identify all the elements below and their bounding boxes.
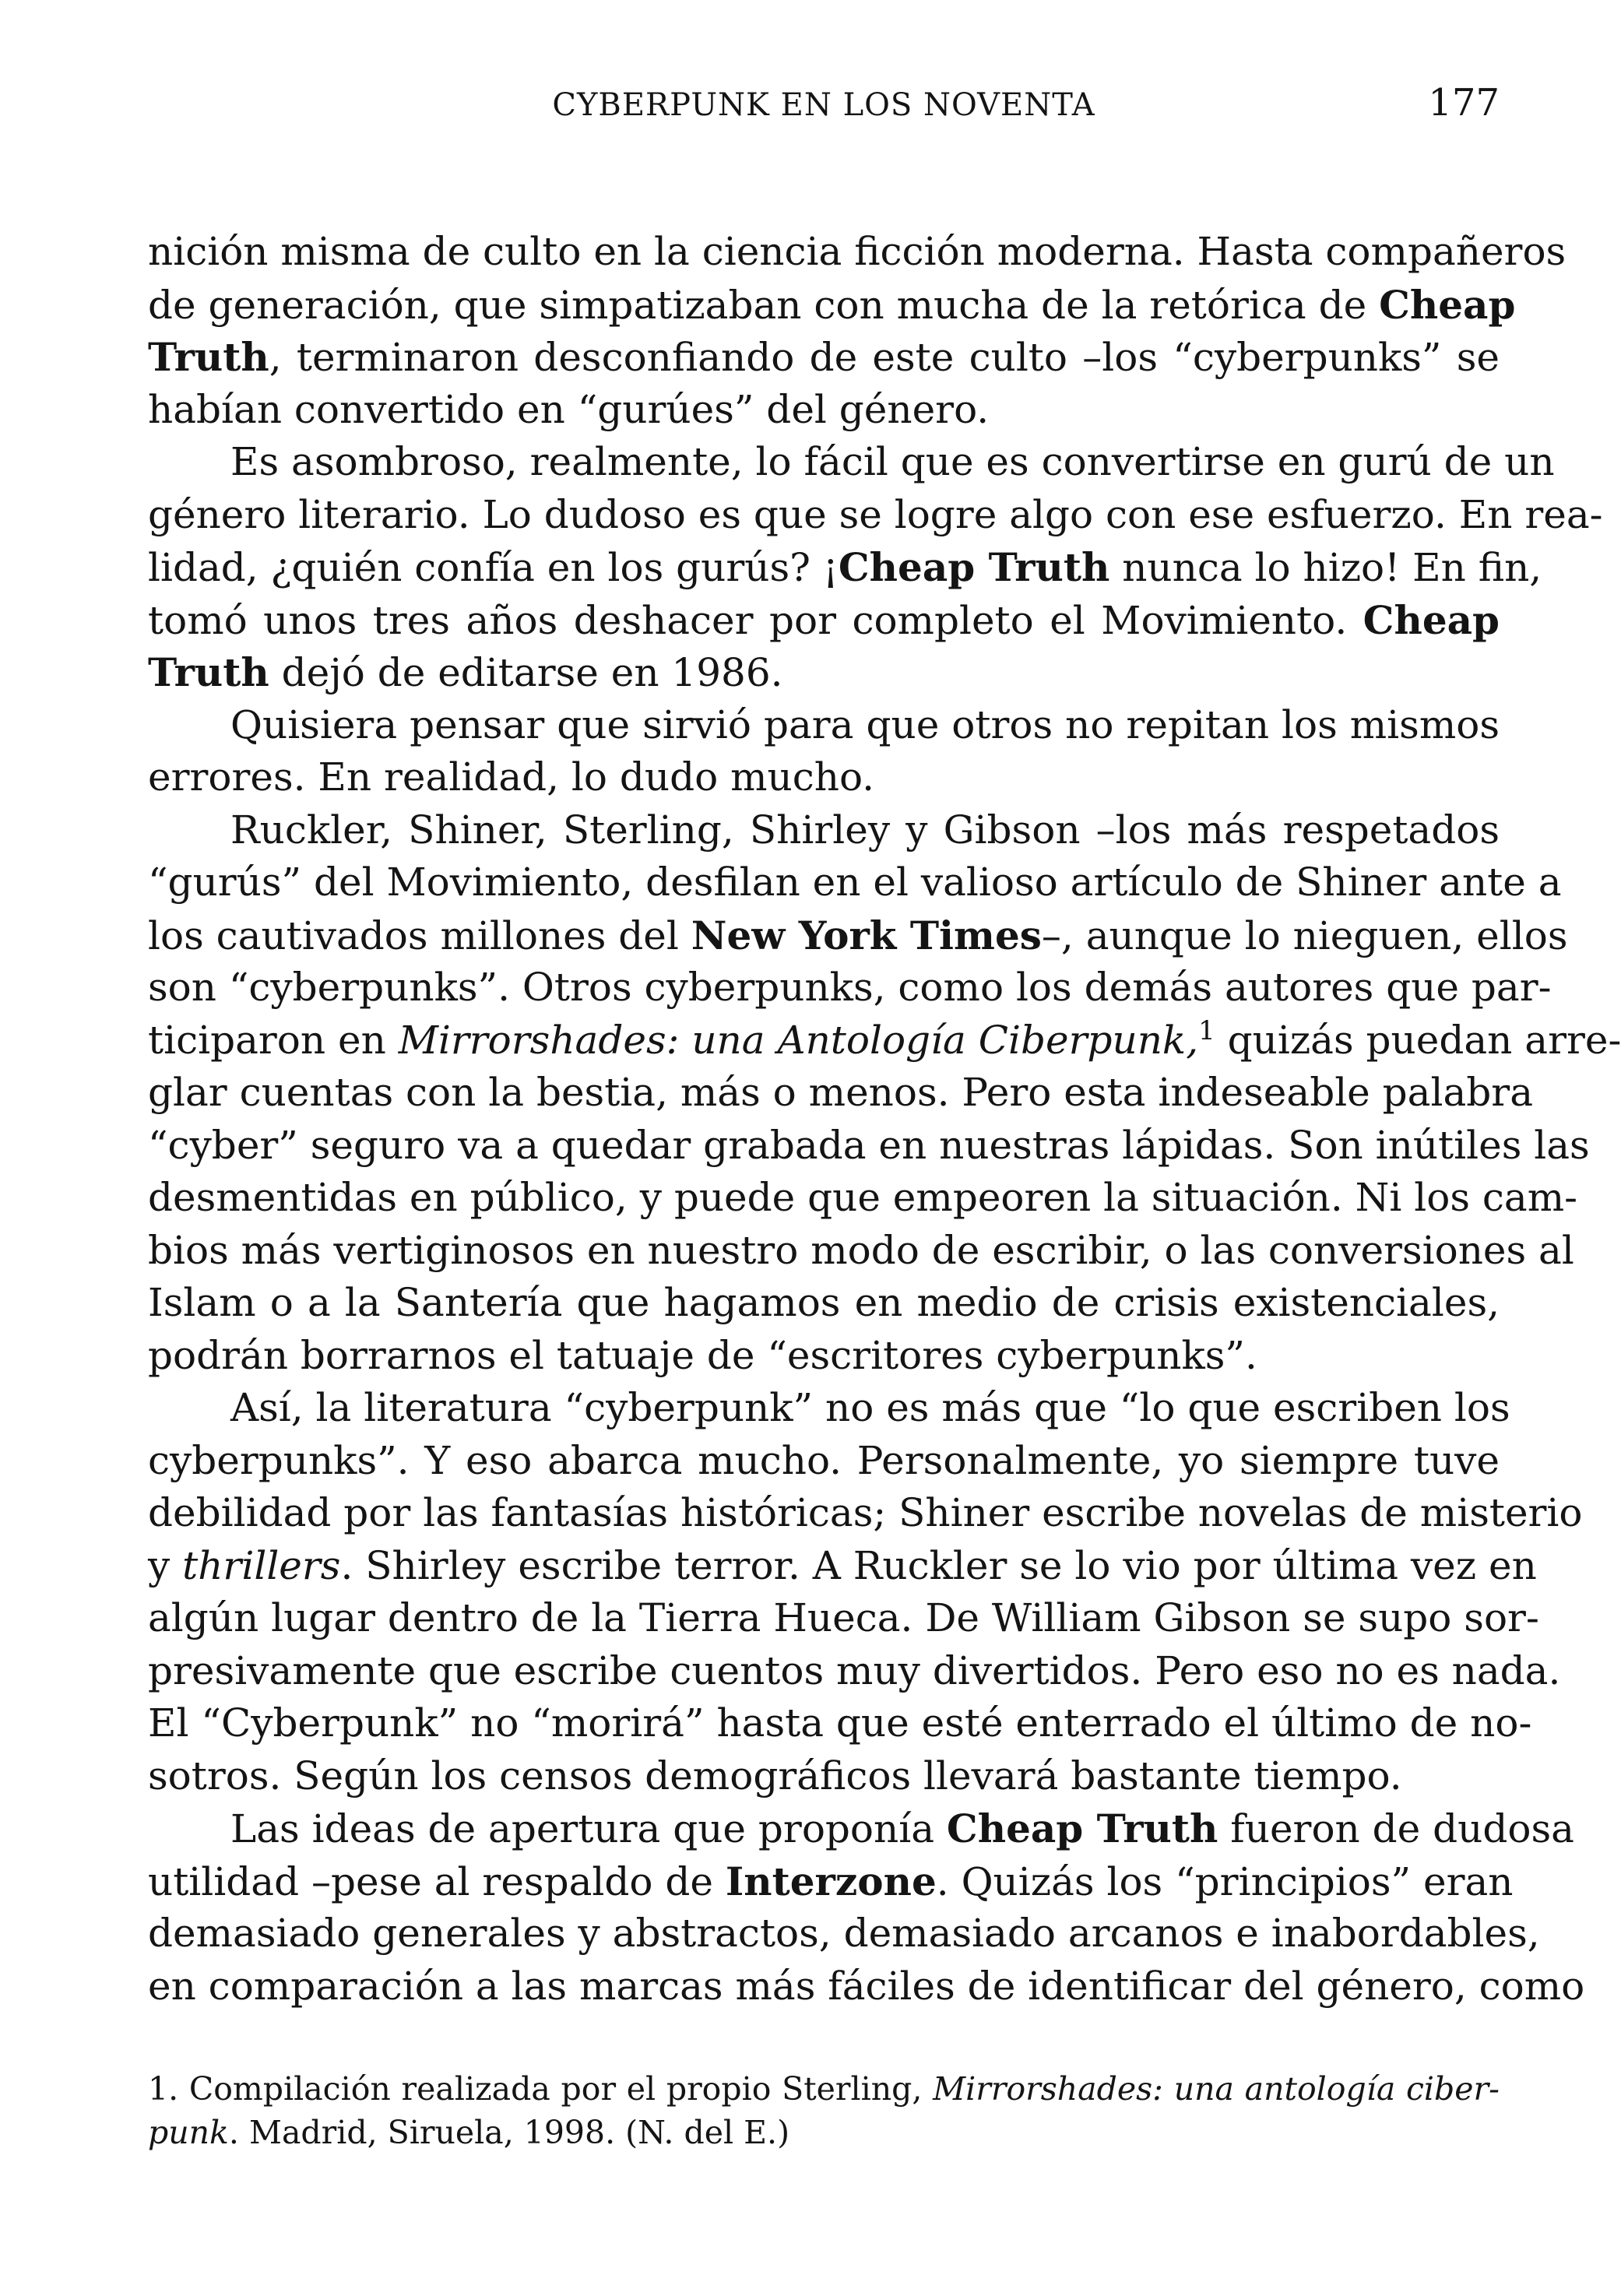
text-line: y thrillers. Shirley escribe terror. A Ruckler se lo vio por última vez en xyxy=(148,1542,1537,1588)
footnote-marker: 1 xyxy=(1198,1014,1215,1046)
paragraph-start-line: Ruckler, Shiner, Sterling, Shirley y Gibson –los más respetados xyxy=(230,807,1500,853)
book-title: punk xyxy=(148,2114,229,2151)
publication-title: Cheap xyxy=(1379,281,1516,328)
text-line: “gurús” del Movimiento, desfilan en el valioso artículo de Shiner ante a xyxy=(148,860,1562,905)
publication-title: Truth xyxy=(148,649,269,695)
text-line: lidad, ¿quién confía en los gurús? ¡Cheap Truth nunca lo hizo! En fin, xyxy=(148,544,1542,590)
book-title: Mirrorshades: una antología ciber- xyxy=(933,2070,1500,2108)
running-header xyxy=(148,81,1500,128)
text-line: podrán borrarnos el tatuaje de “escritores cyberpunks”. xyxy=(148,1332,1257,1378)
text-line: Truth, terminaron desconfiando de este culto –los “cyberpunks” se xyxy=(148,334,1500,380)
text-line: sotros. Según los censos demográficos llevará bastante tiempo. xyxy=(148,1753,1402,1798)
publication-title: Cheap xyxy=(1363,596,1500,643)
text-line: tomó unos tres años deshacer por completo el Movimiento. Cheap xyxy=(148,596,1500,643)
text-line: género literario. Lo dudoso es que se logre algo con ese esfuerzo. En rea- xyxy=(148,491,1603,537)
publication-title: Truth xyxy=(148,334,269,380)
footnote-line: 1. Compilación realizada por el propio Sterling, Mirrorshades: una antología ciber- xyxy=(148,2070,1500,2108)
paragraph-start-line: Quisiera pensar que sirvió para que otros no repitan los mismos xyxy=(230,701,1500,747)
text-line: ticiparon en Mirrorshades: una Antología Ciberpunk,$^1$ quizás puedan arre- xyxy=(148,1014,1621,1063)
text-line: cyberpunks”. Y eso abarca mucho. Personalmente, yo siempre tuve xyxy=(148,1437,1500,1483)
text-line: algún lugar dentro de la Tierra Hueca. De William Gibson se supo sor- xyxy=(148,1595,1539,1640)
text-line: demasiado generales y abstractos, demasiado arcanos e inabordables, xyxy=(148,1911,1540,1956)
publication-title: Interzone xyxy=(725,1858,937,1904)
footnote xyxy=(148,2067,1500,2154)
text-line: glar cuentas con la bestia, más o menos. Pero esta indeseable palabra xyxy=(148,1070,1534,1115)
paragraph-start-line: Así, la literatura “cyberpunk” no es más que “lo que escriben los xyxy=(230,1385,1510,1430)
text-line: Truth dejó de editarse en 1986. xyxy=(148,649,783,695)
publication-title: Cheap Truth xyxy=(946,1806,1218,1851)
text-line: habían convertido en “gurúes” del género. xyxy=(148,386,990,432)
text-line: debilidad por las fantasías históricas; Shiner escribe novelas de misterio xyxy=(148,1490,1583,1535)
text-line: Islam o a la Santería que hagamos en medio de crisis existenciales, xyxy=(148,1280,1500,1325)
text-line: son “cyberpunks”. Otros cyberpunks, como los demás autores que par- xyxy=(148,965,1552,1010)
body-text xyxy=(148,226,1621,2013)
page-number: 177 xyxy=(1428,81,1500,125)
running-title: CYBERPUNK EN LOS NOVENTA xyxy=(552,87,1095,123)
text-line: desmentidas en público, y puede que empeoren la situación. Ni los cam- xyxy=(148,1175,1578,1220)
text-line: los cautivados millones del New York Times–, aunque lo nieguen, ellos xyxy=(148,912,1568,958)
footnote-line: punk. Madrid, Siruela, 1998. (N. del E.) xyxy=(148,2114,790,2151)
emphasis-word: thrillers xyxy=(182,1542,341,1588)
text-line: utilidad –pese al respaldo de Interzone. Quizás los “principios” eran xyxy=(148,1858,1514,1904)
publication-title: Cheap Truth xyxy=(838,544,1110,590)
publication-title: New York Times xyxy=(691,912,1042,958)
text-line: nición misma de culto en la ciencia ficción moderna. Hasta compañeros xyxy=(148,229,1566,274)
text-line: presivamente que escribe cuentos muy divertidos. Pero eso no es nada. xyxy=(148,1647,1561,1693)
text-line: El “Cyberpunk” no “morirá” hasta que esté enterrado el último de no- xyxy=(148,1700,1532,1746)
text-line: “cyber” seguro va a quedar grabada en nuestras lápidas. Son inútiles las xyxy=(148,1122,1590,1168)
text-line: bios más vertiginosos en nuestro modo de escribir, o las conversiones al xyxy=(148,1227,1574,1273)
book-title: Mirrorshades: una Antología Ciberpunk, xyxy=(398,1017,1199,1063)
paragraph-start-line: Es asombroso, realmente, lo fácil que es convertirse en gurú de un xyxy=(230,439,1555,484)
paragraph-start-line: Las ideas de apertura que proponía Cheap Truth fueron de dudosa xyxy=(230,1806,1574,1851)
text-line: en comparación a las marcas más fáciles de identificar del género, como xyxy=(148,1963,1585,2009)
text-line: de generación, que simpatizaban con mucha de la retórica de Cheap xyxy=(148,281,1516,328)
text-line: errores. En realidad, lo dudo mucho. xyxy=(148,754,875,800)
